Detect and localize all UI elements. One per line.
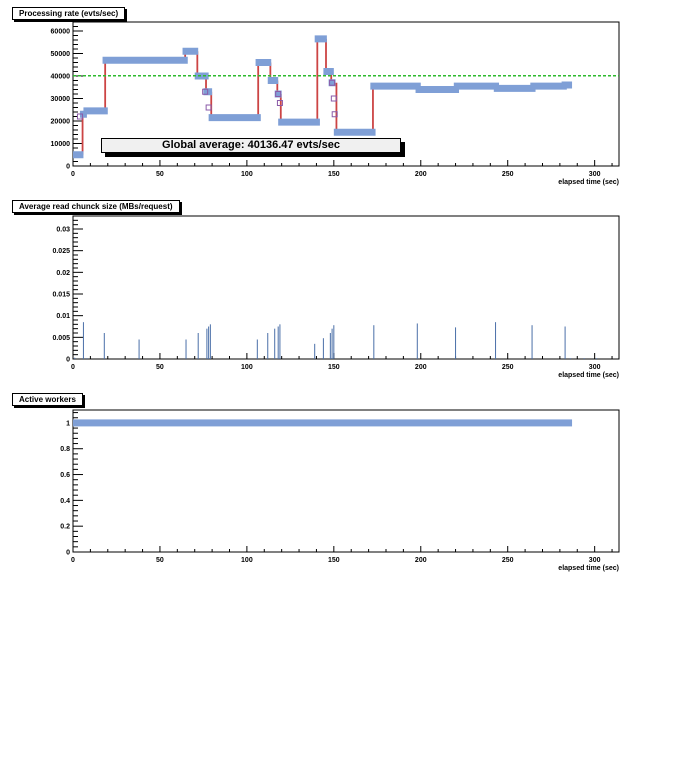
chart3-title: Active workers bbox=[12, 393, 83, 406]
chart2-x-tick-label: 50 bbox=[156, 364, 164, 371]
rate-segment bbox=[370, 83, 420, 90]
chart1-y-tick-label: 10000 bbox=[50, 141, 70, 148]
chart1-y-tick-label: 50000 bbox=[50, 51, 70, 58]
chart1-x-tick-label: 300 bbox=[588, 171, 601, 178]
chart2-y-tick-label: 0 bbox=[66, 356, 70, 364]
chart1-y-tick-label: 40000 bbox=[50, 73, 70, 81]
chart1-y-tick-label: 60000 bbox=[50, 28, 70, 36]
chart3-frame bbox=[73, 410, 619, 552]
chart3-x-tick-label: 100 bbox=[241, 557, 253, 564]
chart2-x-tick-label: 0 bbox=[71, 364, 75, 371]
chart1-y-tick-label: 30000 bbox=[50, 96, 70, 103]
chart1-x-tick-label: 150 bbox=[327, 171, 340, 178]
chart3-x-tick-label: 300 bbox=[588, 557, 601, 564]
active-workers-line bbox=[73, 419, 572, 426]
chart2-y-tick-label: 0.02 bbox=[56, 269, 70, 277]
rate-segment bbox=[195, 73, 209, 80]
chart3-x-tick-label: 150 bbox=[327, 557, 340, 564]
chart1-y-tick-label: 20000 bbox=[50, 118, 70, 126]
rate-segment bbox=[562, 82, 572, 89]
rate-segment bbox=[494, 85, 536, 92]
rate-segment bbox=[268, 77, 278, 84]
chart1-title: Processing rate (evts/sec) bbox=[12, 7, 125, 20]
chart2-y-tick-label: 0.025 bbox=[52, 248, 70, 256]
chart1-x-tick-label: 50 bbox=[156, 171, 164, 178]
global-average-label: Global average: 40136.47 evts/sec bbox=[101, 138, 401, 153]
chart2-x-tick-label: 300 bbox=[588, 364, 601, 371]
rate-segment bbox=[334, 129, 376, 136]
rate-segment bbox=[209, 114, 261, 121]
rate-segment bbox=[278, 119, 320, 126]
chart3-x-tick-label: 50 bbox=[156, 557, 164, 564]
chart1-y-tick-label: 0 bbox=[66, 163, 70, 171]
chart3-x-tick-label: 0 bbox=[71, 557, 75, 564]
rate-segment bbox=[183, 48, 199, 55]
chart3-x-axis-label: elapsed time (sec) bbox=[558, 565, 619, 572]
rate-segment bbox=[256, 59, 272, 66]
chart2-x-tick-label: 250 bbox=[501, 364, 514, 371]
rate-segment bbox=[73, 151, 83, 158]
chart3-y-tick-label: 0.2 bbox=[60, 523, 70, 531]
rate-segment bbox=[323, 68, 333, 75]
chart2-x-axis-label: elapsed time (sec) bbox=[558, 372, 619, 379]
rate-segment bbox=[103, 57, 188, 64]
rate-segment bbox=[83, 107, 107, 114]
chart2-frame bbox=[73, 216, 619, 359]
chart3-y-tick-label: 0.4 bbox=[60, 497, 70, 505]
rate-segment bbox=[454, 83, 499, 90]
chart3-y-tick-label: 1 bbox=[66, 420, 70, 428]
chart1-x-tick-label: 100 bbox=[241, 171, 253, 178]
rate-segment bbox=[530, 83, 567, 90]
chart2-y-tick-label: 0.01 bbox=[56, 313, 70, 321]
chart2-x-tick-label: 150 bbox=[327, 364, 340, 371]
chart1-x-axis-label: elapsed time (sec) bbox=[558, 179, 619, 186]
chart3-y-tick-label: 0.6 bbox=[60, 472, 70, 480]
chart2-x-tick-label: 200 bbox=[414, 364, 427, 371]
chart3-x-tick-label: 200 bbox=[414, 557, 427, 564]
chart1-x-tick-label: 250 bbox=[501, 171, 514, 178]
chart2-y-tick-label: 0.015 bbox=[52, 291, 70, 299]
chart3-x-tick-label: 250 bbox=[501, 557, 514, 564]
rate-segment bbox=[416, 86, 459, 93]
chart2-title: Average read chunck size (MBs/request) bbox=[12, 200, 180, 213]
chart3-y-tick-label: 0 bbox=[66, 549, 70, 557]
chart2-x-tick-label: 100 bbox=[241, 364, 253, 371]
rate-segment bbox=[315, 35, 327, 42]
chart1-x-tick-label: 200 bbox=[414, 171, 427, 178]
chart1-x-tick-label: 0 bbox=[71, 171, 75, 178]
chart3-y-tick-label: 0.8 bbox=[60, 446, 70, 454]
chart2-y-tick-label: 0.005 bbox=[52, 334, 70, 342]
chart2-y-tick-label: 0.03 bbox=[56, 226, 70, 234]
